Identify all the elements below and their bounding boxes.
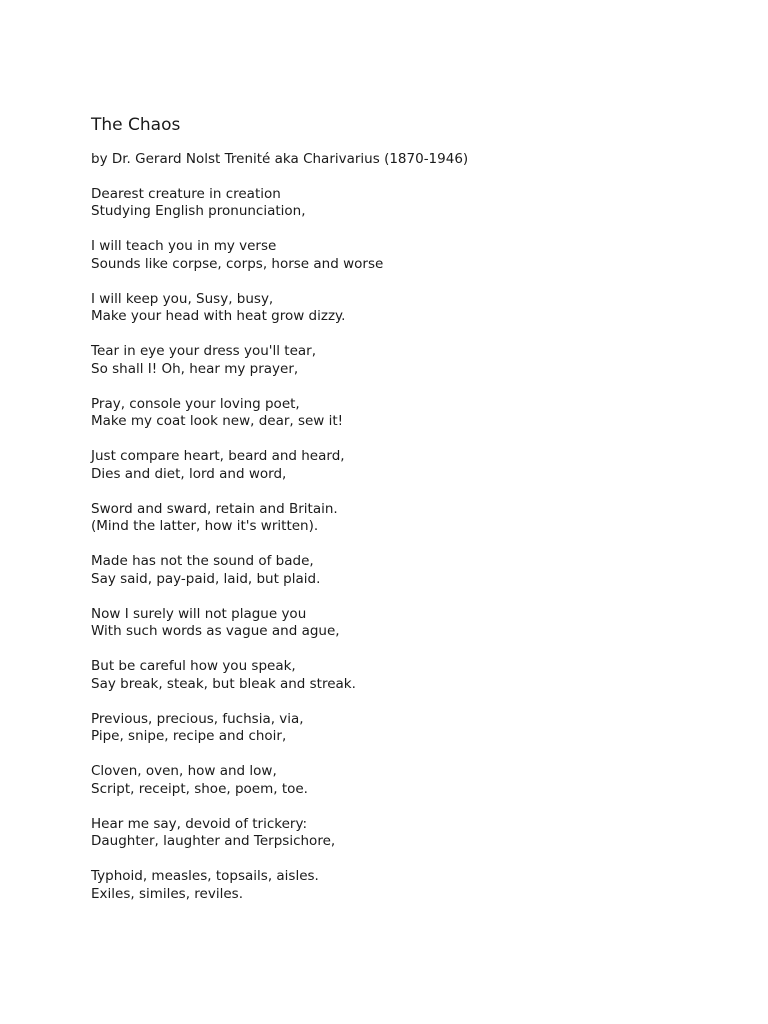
poem-byline: by Dr. Gerard Nolst Trenité aka Charivarius (1870-1946) bbox=[91, 151, 469, 167]
poem-line: So shall I! Oh, hear my prayer, bbox=[91, 360, 299, 377]
poem-line: Previous, precious, fuchsia, via, bbox=[91, 710, 304, 727]
poem-line: Cloven, oven, how and low, bbox=[91, 763, 277, 779]
poem-line: Exiles, similes, reviles. bbox=[91, 885, 243, 902]
stanza bbox=[91, 501, 731, 536]
stanza bbox=[91, 343, 731, 378]
stanza bbox=[91, 553, 731, 588]
poem-line: Pray, console your loving poet, bbox=[91, 395, 300, 412]
poem-line: Tear in eye your dress you'll tear, bbox=[91, 343, 317, 359]
poem-line: Typhoid, measles, topsails, aisles. bbox=[91, 868, 319, 884]
stanza bbox=[91, 816, 731, 851]
poem-line: Now I surely will not plague you bbox=[91, 605, 307, 622]
poem-line: Script, receipt, shoe, poem, toe. bbox=[91, 780, 308, 797]
poem-line: Daughter, laughter and Terpsichore, bbox=[91, 833, 336, 849]
stanza bbox=[91, 448, 731, 483]
poem-line: Make your head with heat grow dizzy. bbox=[91, 308, 346, 324]
poem-line: Sword and sward, retain and Britain. bbox=[91, 500, 338, 517]
stanza bbox=[91, 396, 731, 431]
poem-line: With such words as vague and ague, bbox=[91, 623, 340, 639]
poem-line: Hear me say, devoid of trickery: bbox=[91, 815, 307, 832]
poem-line: Pipe, snipe, recipe and choir, bbox=[91, 728, 287, 744]
poem-line: I will keep you, Susy, busy, bbox=[91, 290, 274, 307]
poem-line: (Mind the latter, how it's written). bbox=[91, 518, 319, 534]
stanza bbox=[91, 763, 731, 798]
poem-line: But be careful how you speak, bbox=[91, 658, 296, 674]
poem-line: Made has not the sound of bade, bbox=[91, 553, 314, 569]
poem-line: I will teach you in my verse bbox=[91, 238, 277, 254]
poem-line: Dearest creature in creation bbox=[91, 185, 281, 202]
stanza bbox=[91, 711, 731, 746]
poem-line: Say said, pay-paid, laid, but plaid. bbox=[91, 570, 321, 587]
stanza bbox=[91, 606, 731, 641]
document-page bbox=[91, 114, 731, 921]
poem-line: Sounds like corpse, corps, horse and worse bbox=[91, 255, 384, 272]
stanza bbox=[91, 658, 731, 693]
poem-line: Say break, steak, but bleak and streak. bbox=[91, 675, 356, 692]
poem-line: Just compare heart, beard and heard, bbox=[91, 448, 345, 464]
stanza bbox=[91, 291, 731, 326]
poem-title: The Chaos bbox=[91, 115, 181, 135]
poem-line: Studying English pronunciation, bbox=[91, 203, 306, 219]
stanza bbox=[91, 238, 731, 273]
stanza bbox=[91, 868, 731, 903]
poem-line: Make my coat look new, dear, sew it! bbox=[91, 413, 344, 429]
stanza bbox=[91, 186, 731, 221]
poem-line: Dies and diet, lord and word, bbox=[91, 465, 287, 482]
